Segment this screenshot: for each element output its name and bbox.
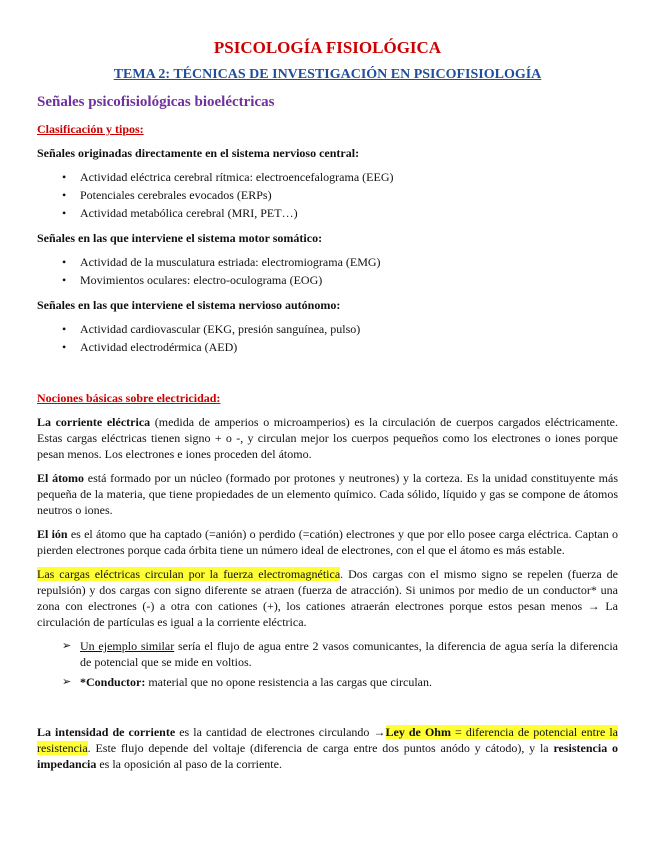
item-text: material que no opone resistencia a las cargas que circulan. <box>145 675 433 689</box>
document-title: PSICOLOGÍA FISIOLÓGICA <box>213 38 442 57</box>
bullet-list <box>37 254 618 288</box>
paragraph-current <box>37 414 618 462</box>
arrow-item <box>80 638 618 670</box>
electricity-heading: Nociones básicas sobre electricidad: <box>37 391 221 405</box>
signal-group-cns <box>37 145 618 221</box>
paragraph-text: es el átomo que ha captado (=anión) o perdido (=catión) electrones y que por ello posee carga eléctrica. Captan o pierden electrones porque cada órbita tiene un número ideal de electrones, con el que el átomo es más estable. <box>37 527 618 557</box>
paragraph-text: (medida de amperios o microamperios) es la circulación de cuerpos cargados eléctricamente. Estas cargas eléctricas tienen signo + o -, y circulan mejor los cuerpos pequeños como los electrones o iones porque pesan menos. Los electrones e iones proceden del átomo. <box>37 415 618 461</box>
section-title: Señales psicofisiológicas bioeléctricas <box>37 94 275 110</box>
list-item: • Movimientos oculares: electro-oculograma (EOG) <box>80 272 618 288</box>
item-lead: *Conductor: <box>80 675 146 689</box>
list-item: • Actividad electrodérmica (AED) <box>80 339 618 355</box>
term-bold: El átomo <box>37 471 85 485</box>
item-text: sería el flujo de agua entre 2 vasos comunicantes, la diferencia de agua sería la diferencia de potencial que se mide en voltios. <box>80 639 618 669</box>
paragraph-ion <box>37 526 618 558</box>
bullet-list <box>37 321 618 355</box>
paragraph-intensity <box>37 724 618 772</box>
paragraph-text: es la oposición al paso de la corriente. <box>96 757 282 771</box>
arrow-item <box>80 674 618 690</box>
paragraph-text: está formado por un núcleo (formado por protones y neutrones) y la corteza. Es la unidad constituyente más pequeña de la materia, que tiene propiedades de un elemento químico. Cada sólido, líquido y gas se compone de átomos neutros o iones. <box>37 471 618 517</box>
group-heading: Señales originadas directamente en el sistema nervioso central: <box>37 146 360 160</box>
term-bold: La corriente eléctrica <box>37 415 151 429</box>
group-heading: Señales en las que interviene el sistema motor somático: <box>37 231 323 245</box>
spacer <box>37 698 618 724</box>
term-bold: El ión <box>37 527 68 541</box>
term-bold: Ley de Ohm <box>385 725 451 739</box>
classification-heading: Clasificación y tipos: <box>37 122 144 136</box>
arrow-list <box>37 638 618 690</box>
signal-group-autonomic <box>37 297 618 355</box>
paragraph-text: es la cantidad de electrones circulando → <box>175 725 386 739</box>
list-item: • Actividad cardiovascular (EKG, presión sanguínea, pulso) <box>80 321 618 337</box>
document-subtitle: TEMA 2: TÉCNICAS DE INVESTIGACIÓN EN PSICOFISIOLOGÍA <box>113 67 542 82</box>
item-lead: Un ejemplo similar <box>80 639 175 653</box>
paragraph-text: . Este flujo depende del voltaje (diferencia de carga entre dos puntos anódo y cátodo), y la <box>87 741 554 755</box>
paragraph-text: . Dos cargas con el mismo signo se repelen (fuerza de repulsión) y dos cargas con signo diferente se atraen (fuerza de atracción). Si unimos por medio de un conductor* una zona con electrones (-) a otra con cationes (+), los cationes atraerán electrones porque estos pesan menos → La circulación de partículas es igual a la corriente eléctrica. <box>37 567 618 629</box>
group-heading: Señales en las que interviene el sistema nervioso autónomo: <box>37 298 341 312</box>
list-item: • Actividad eléctrica cerebral rítmica: electroencefalograma (EEG) <box>80 169 618 185</box>
list-item: • Actividad de la musculatura estriada: electromiograma (EMG) <box>80 254 618 270</box>
signal-group-somatic <box>37 230 618 288</box>
term-bold: La intensidad de corriente <box>37 725 176 739</box>
highlighted-text: Las cargas eléctricas circulan por la fuerza electromagnética <box>37 567 341 581</box>
list-item: • Actividad metabólica cerebral (MRI, PET…) <box>80 205 618 221</box>
list-item: • Potenciales cerebrales evocados (ERPs) <box>80 187 618 203</box>
highlighted-span: = diferencia de potencial entre la resistencia <box>37 725 618 755</box>
paragraph-atom <box>37 470 618 518</box>
spacer <box>37 364 618 390</box>
term-bold: resistencia o impedancia <box>37 741 618 771</box>
paragraph-charges <box>37 566 618 630</box>
bullet-list <box>37 169 618 221</box>
